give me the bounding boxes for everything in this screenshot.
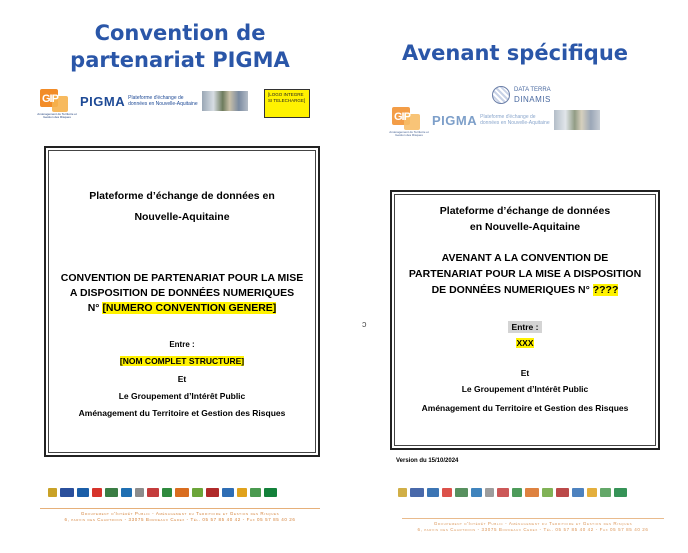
partner-logo — [264, 488, 277, 497]
right-gip-logo — [389, 104, 429, 140]
partner-logo — [556, 488, 569, 497]
right-between-line — [392, 322, 658, 332]
right-structure-line — [392, 338, 658, 348]
partner-logo — [442, 488, 452, 497]
partner-logo — [525, 488, 539, 497]
partner-logo — [512, 488, 522, 497]
partner-logo — [572, 488, 584, 497]
right-between: Entre : — [508, 321, 543, 333]
partner-logo — [147, 488, 159, 497]
left-pigma-photo — [202, 91, 248, 111]
partner-logo — [410, 488, 424, 497]
right-platform-line2: en Nouvelle-Aquitaine — [469, 221, 581, 233]
logo-placeholder: [LOGO INTEGRE SI TELECHARGE] — [264, 89, 310, 118]
cursor-icon: ↄ — [362, 319, 367, 329]
right-group-line1: Le Groupement d’Intérêt Public — [461, 384, 589, 394]
partner-logo — [105, 488, 118, 497]
partner-logo — [121, 488, 132, 497]
right-structure-name: XXX — [516, 338, 534, 348]
left-pigma-logo — [80, 91, 248, 111]
right-platform-line1: Plateforme d’échange de données — [439, 205, 611, 217]
right-pigma-word: PIGMA — [432, 112, 478, 128]
right-pigma-photo — [554, 110, 600, 130]
right-avenant-number: ???? — [592, 284, 619, 296]
partner-logo — [427, 488, 439, 497]
left-title-line2: A DISPOSITION DE DONNÉES NUMERIQUES — [69, 287, 295, 299]
left-title-line3 — [46, 302, 318, 314]
partner-logo — [587, 488, 597, 497]
right-title-line2: PARTENARIAT POUR LA MISE A DISPOSITION — [408, 268, 642, 280]
left-heading-line1: Convention de — [94, 21, 266, 45]
right-footer-line1: Groupement d'Intérêt Public - Aménagement du Territoire et Gestion des Risques — [433, 521, 633, 526]
left-structure-line — [46, 356, 318, 366]
right-title-line1: AVENANT A LA CONVENTION DE — [441, 252, 609, 264]
right-group-line2: Aménagement du Territoire et Gestion des Risques — [421, 403, 629, 413]
left-title-number-prefix: N° — [87, 302, 100, 314]
dinamis-line1: DATA TERRA — [514, 87, 551, 93]
partner-logo — [48, 488, 57, 497]
partner-logo — [77, 488, 89, 497]
partner-logo — [485, 488, 494, 497]
dinamis-logo — [492, 86, 551, 104]
right-footer-line2: 6, parvis des Chartrons - 33075 Bordeaux Cedex - Tél. 05 57 85 40 42 - Fax 05 57 85 40 26 — [417, 527, 649, 532]
left-title-line1: CONVENTION DE PARTENARIAT POUR LA MISE — [60, 272, 304, 284]
globe-icon — [492, 86, 510, 104]
right-title-line3 — [392, 284, 658, 296]
left-structure-name: [NOM COMPLET STRUCTURE] — [119, 356, 245, 366]
partner-logo — [237, 488, 247, 497]
left-gip-logo-text: GIP — [42, 93, 58, 105]
partner-logo — [60, 488, 74, 497]
right-pigma-tagline: Plateforme d'échange de données en Nouvelle-Aquitaine — [480, 114, 550, 126]
right-gip-logo-sub: Aménagement du Territoire et Gestion des Risques — [389, 130, 429, 137]
left-group-line2: Aménagement du Territoire et Gestion des Risques — [78, 408, 286, 418]
partner-logo — [222, 488, 234, 497]
left-between: Entre : — [169, 340, 195, 349]
right-title-number-prefix: DE DONNÉES NUMERIQUES N° — [431, 284, 590, 296]
partner-logo — [135, 488, 144, 497]
partner-logo — [206, 488, 219, 497]
right-footer — [402, 518, 664, 533]
left-footer-line1: Groupement d'Intérêt Public - Aménagement du Territoire et Gestion des Risques — [80, 511, 280, 516]
partner-logo — [92, 488, 102, 497]
version-label: Version du 15/10/2024 — [396, 458, 459, 464]
left-platform-line1: Plateforme d’échange de données en — [89, 190, 275, 202]
left-footer-line2: 6, parvis des Chartrons - 33075 Bordeaux Cedex - Tél. 05 57 85 40 42 - Fax 05 57 85 40 26 — [64, 517, 296, 522]
left-gip-logo — [37, 86, 77, 122]
left-pigma-tagline: Plateforme d'échange de données en Nouvelle-Aquitaine — [128, 95, 198, 107]
left-group-line1: Le Groupement d’Intérêt Public — [118, 391, 246, 401]
left-gip-logo-sub: Aménagement du Territoire et Gestion des Risques — [37, 112, 77, 119]
partner-logo — [455, 488, 468, 497]
left-document-cover — [44, 146, 320, 457]
partner-logo — [471, 488, 482, 497]
left-heading — [60, 20, 300, 74]
partner-logo — [497, 488, 509, 497]
partner-logo — [542, 488, 553, 497]
right-heading: Avenant spécifique — [401, 41, 629, 65]
right-partner-logos — [398, 488, 627, 497]
left-pigma-word: PIGMA — [80, 93, 126, 109]
left-partner-logos — [48, 488, 277, 497]
partner-logo — [614, 488, 627, 497]
partner-logo — [600, 488, 611, 497]
partner-logo — [250, 488, 261, 497]
right-and: Et — [520, 368, 530, 378]
right-document-cover — [390, 190, 660, 450]
left-and: Et — [177, 374, 187, 384]
partner-logo — [162, 488, 172, 497]
partner-logo — [175, 488, 189, 497]
dinamis-line2: DINAMIS — [514, 95, 551, 104]
left-convention-number: [NUMERO CONVENTION GENERE] — [102, 302, 277, 314]
left-platform-line2: Nouvelle-Aquitaine — [134, 211, 230, 223]
left-heading-line2: partenariat PIGMA — [70, 48, 290, 72]
partner-logo — [398, 488, 407, 497]
partner-logo — [192, 488, 203, 497]
right-pigma-logo — [432, 110, 600, 130]
right-gip-logo-text: GIP — [394, 111, 410, 123]
left-footer — [40, 508, 320, 523]
